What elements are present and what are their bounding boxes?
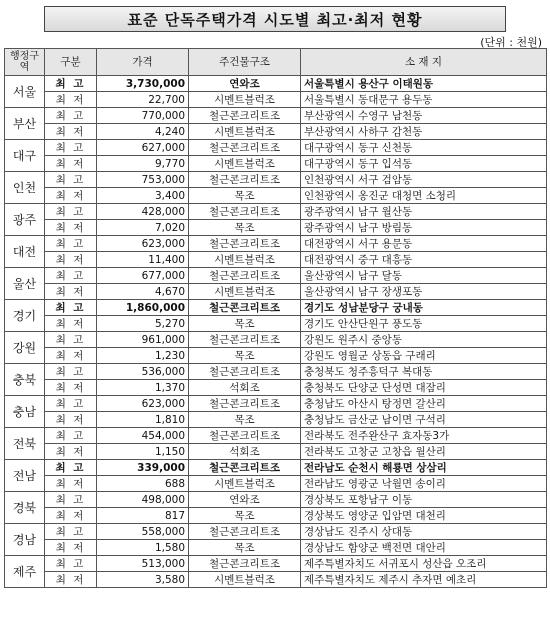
- price-cell: 7,020: [97, 220, 189, 236]
- location-cell: 충청남도 금산군 남이면 구석리: [301, 412, 547, 428]
- region-cell: 경북: [5, 492, 45, 524]
- table-row: [5, 476, 547, 492]
- structure-cell: 철근콘크리트조: [189, 268, 301, 284]
- type-cell: 최 저: [45, 124, 97, 140]
- structure-cell: 목조: [189, 316, 301, 332]
- location-cell: 부산광역시 수영구 남천동: [301, 108, 547, 124]
- unit-label: (단위 : 천원): [480, 36, 542, 49]
- price-cell: 1,370: [97, 380, 189, 396]
- structure-cell: 연와조: [189, 76, 301, 92]
- price-cell: 11,400: [97, 252, 189, 268]
- type-cell: 최 고: [45, 172, 97, 188]
- location-cell: 경상남도 진주시 상대동: [301, 524, 547, 540]
- table-row: [5, 172, 547, 188]
- region-cell: 충북: [5, 364, 45, 396]
- structure-cell: 철근콘크리트조: [189, 236, 301, 252]
- type-cell: 최 고: [45, 556, 97, 572]
- structure-cell: 철근콘크리트조: [189, 556, 301, 572]
- price-cell: 688: [97, 476, 189, 492]
- structure-cell: 연와조: [189, 492, 301, 508]
- table-row: [5, 572, 547, 588]
- type-cell: 최 고: [45, 76, 97, 92]
- structure-cell: 시멘트블럭조: [189, 252, 301, 268]
- table-row: [5, 556, 547, 572]
- type-cell: 최 고: [45, 204, 97, 220]
- table-row: [5, 540, 547, 556]
- region-cell: 대전: [5, 236, 45, 268]
- structure-cell: 철근콘크리트조: [189, 300, 301, 316]
- location-cell: 인천광역시 옹진군 대청면 소청리: [301, 188, 547, 204]
- structure-cell: 철근콘크리트조: [189, 428, 301, 444]
- location-cell: 전라북도 전주완산구 효자동3가: [301, 428, 547, 444]
- price-cell: 1,580: [97, 540, 189, 556]
- table-row: [5, 396, 547, 412]
- location-cell: 대전광역시 서구 용문동: [301, 236, 547, 252]
- location-cell: 광주광역시 남구 월산동: [301, 204, 547, 220]
- price-cell: 4,240: [97, 124, 189, 140]
- type-cell: 최 고: [45, 140, 97, 156]
- region-cell: 인천: [5, 172, 45, 204]
- table-row: [5, 188, 547, 204]
- structure-cell: 철근콘크리트조: [189, 364, 301, 380]
- table-row: [5, 492, 547, 508]
- location-cell: 강원도 영월군 상동읍 구래리: [301, 348, 547, 364]
- price-cell: 753,000: [97, 172, 189, 188]
- structure-cell: 석회조: [189, 444, 301, 460]
- price-cell: 4,670: [97, 284, 189, 300]
- table-row: [5, 412, 547, 428]
- location-cell: 대구광역시 동구 입석동: [301, 156, 547, 172]
- table-row: [5, 140, 547, 156]
- region-cell: 충남: [5, 396, 45, 428]
- location-cell: 대구광역시 동구 신천동: [301, 140, 547, 156]
- region-cell: 제주: [5, 556, 45, 588]
- type-cell: 최 저: [45, 412, 97, 428]
- price-table: [4, 48, 547, 588]
- structure-cell: 철근콘크리트조: [189, 140, 301, 156]
- type-cell: 최 저: [45, 380, 97, 396]
- table-row: [5, 92, 547, 108]
- price-cell: 22,700: [97, 92, 189, 108]
- price-cell: 513,000: [97, 556, 189, 572]
- region-cell: 서울: [5, 76, 45, 108]
- type-cell: 최 저: [45, 476, 97, 492]
- title-text: 표준 단독주택가격 시도별 최고·최저 현황: [127, 10, 423, 29]
- location-cell: 울산광역시 남구 달동: [301, 268, 547, 284]
- table-row: [5, 316, 547, 332]
- location-cell: 인천광역시 서구 검암동: [301, 172, 547, 188]
- structure-cell: 시멘트블럭조: [189, 124, 301, 140]
- table-row: [5, 76, 547, 92]
- header-region: 행정구역: [5, 49, 45, 76]
- region-cell: 울산: [5, 268, 45, 300]
- type-cell: 최 고: [45, 460, 97, 476]
- structure-cell: 시멘트블럭조: [189, 476, 301, 492]
- location-cell: 경상남도 함양군 백전면 대안리: [301, 540, 547, 556]
- region-cell: 광주: [5, 204, 45, 236]
- price-cell: 623,000: [97, 396, 189, 412]
- table-row: [5, 284, 547, 300]
- location-cell: 경기도 성남분당구 궁내동: [301, 300, 547, 316]
- type-cell: 최 저: [45, 252, 97, 268]
- table-row: [5, 156, 547, 172]
- structure-cell: 목조: [189, 220, 301, 236]
- price-cell: 428,000: [97, 204, 189, 220]
- table-header-row: [5, 49, 547, 76]
- table-row: [5, 508, 547, 524]
- location-cell: 서울특별시 동대문구 용두동: [301, 92, 547, 108]
- price-cell: 498,000: [97, 492, 189, 508]
- location-cell: 충청남도 아산시 탕정면 갈산리: [301, 396, 547, 412]
- price-cell: 3,580: [97, 572, 189, 588]
- table-row: [5, 220, 547, 236]
- type-cell: 최 저: [45, 540, 97, 556]
- structure-cell: 석회조: [189, 380, 301, 396]
- type-cell: 최 저: [45, 92, 97, 108]
- structure-cell: 철근콘크리트조: [189, 108, 301, 124]
- region-cell: 경남: [5, 524, 45, 556]
- location-cell: 강원도 원주시 중앙동: [301, 332, 547, 348]
- structure-cell: 목조: [189, 540, 301, 556]
- type-cell: 최 고: [45, 300, 97, 316]
- table-row: [5, 444, 547, 460]
- region-cell: 강원: [5, 332, 45, 364]
- location-cell: 경상북도 포항남구 이동: [301, 492, 547, 508]
- structure-cell: 철근콘크리트조: [189, 460, 301, 476]
- location-cell: 충청북도 단양군 단성면 대잠리: [301, 380, 547, 396]
- price-cell: 1,860,000: [97, 300, 189, 316]
- type-cell: 최 고: [45, 268, 97, 284]
- table-row: [5, 348, 547, 364]
- price-cell: 3,730,000: [97, 76, 189, 92]
- price-cell: 623,000: [97, 236, 189, 252]
- price-cell: 9,770: [97, 156, 189, 172]
- price-cell: 1,810: [97, 412, 189, 428]
- type-cell: 최 저: [45, 284, 97, 300]
- type-cell: 최 저: [45, 156, 97, 172]
- type-cell: 최 저: [45, 188, 97, 204]
- header-type: 구분: [45, 49, 97, 76]
- table-row: [5, 524, 547, 540]
- type-cell: 최 저: [45, 444, 97, 460]
- price-cell: 627,000: [97, 140, 189, 156]
- structure-cell: 목조: [189, 188, 301, 204]
- structure-cell: 목조: [189, 348, 301, 364]
- price-cell: 454,000: [97, 428, 189, 444]
- location-cell: 제주특별자치도 서귀포시 성산읍 오조리: [301, 556, 547, 572]
- structure-cell: 시멘트블럭조: [189, 572, 301, 588]
- price-cell: 1,230: [97, 348, 189, 364]
- structure-cell: 목조: [189, 508, 301, 524]
- table-row: [5, 108, 547, 124]
- location-cell: 울산광역시 남구 장생포동: [301, 284, 547, 300]
- table-row: [5, 124, 547, 140]
- location-cell: 경상북도 영양군 입암면 대천리: [301, 508, 547, 524]
- location-cell: 부산광역시 사하구 감천동: [301, 124, 547, 140]
- table-row: [5, 380, 547, 396]
- type-cell: 최 고: [45, 364, 97, 380]
- structure-cell: 철근콘크리트조: [189, 204, 301, 220]
- type-cell: 최 저: [45, 316, 97, 332]
- header-location: 소 재 지: [301, 49, 547, 76]
- location-cell: 광주광역시 남구 방림동: [301, 220, 547, 236]
- table-row: [5, 252, 547, 268]
- region-cell: 부산: [5, 108, 45, 140]
- structure-cell: 철근콘크리트조: [189, 332, 301, 348]
- table-row: [5, 332, 547, 348]
- region-cell: 대구: [5, 140, 45, 172]
- structure-cell: 철근콘크리트조: [189, 396, 301, 412]
- type-cell: 최 고: [45, 332, 97, 348]
- price-cell: 770,000: [97, 108, 189, 124]
- page-title: [44, 6, 506, 32]
- location-cell: 전라남도 영광군 낙월면 송이리: [301, 476, 547, 492]
- price-cell: 677,000: [97, 268, 189, 284]
- type-cell: 최 고: [45, 236, 97, 252]
- type-cell: 최 고: [45, 492, 97, 508]
- type-cell: 최 저: [45, 572, 97, 588]
- table-row: [5, 236, 547, 252]
- type-cell: 최 저: [45, 220, 97, 236]
- location-cell: 전라북도 고창군 고창읍 월산리: [301, 444, 547, 460]
- type-cell: 최 고: [45, 524, 97, 540]
- price-cell: 339,000: [97, 460, 189, 476]
- location-cell: 경기도 안산단원구 풍도동: [301, 316, 547, 332]
- table-row: [5, 428, 547, 444]
- header-structure: 주건물구조: [189, 49, 301, 76]
- region-cell: 경기: [5, 300, 45, 332]
- type-cell: 최 고: [45, 108, 97, 124]
- type-cell: 최 저: [45, 508, 97, 524]
- location-cell: 충청북도 청주흥덕구 복대동: [301, 364, 547, 380]
- structure-cell: 목조: [189, 412, 301, 428]
- type-cell: 최 고: [45, 428, 97, 444]
- table-row: [5, 300, 547, 316]
- location-cell: 대전광역시 중구 대흥동: [301, 252, 547, 268]
- structure-cell: 시멘트블럭조: [189, 284, 301, 300]
- price-cell: 5,270: [97, 316, 189, 332]
- structure-cell: 철근콘크리트조: [189, 172, 301, 188]
- structure-cell: 시멘트블럭조: [189, 92, 301, 108]
- location-cell: 전라남도 순천시 해룡면 상삼리: [301, 460, 547, 476]
- location-cell: 제주특별자치도 제주시 추자면 예초리: [301, 572, 547, 588]
- structure-cell: 시멘트블럭조: [189, 156, 301, 172]
- header-price: 가격: [97, 49, 189, 76]
- table-row: [5, 460, 547, 476]
- price-cell: 3,400: [97, 188, 189, 204]
- location-cell: 서울특별시 용산구 이태원동: [301, 76, 547, 92]
- price-cell: 558,000: [97, 524, 189, 540]
- table-row: [5, 268, 547, 284]
- table-body: [5, 76, 547, 588]
- type-cell: 최 저: [45, 348, 97, 364]
- price-cell: 1,150: [97, 444, 189, 460]
- structure-cell: 철근콘크리트조: [189, 524, 301, 540]
- region-cell: 전남: [5, 460, 45, 492]
- type-cell: 최 고: [45, 396, 97, 412]
- region-cell: 전북: [5, 428, 45, 460]
- price-cell: 817: [97, 508, 189, 524]
- table-row: [5, 204, 547, 220]
- price-cell: 536,000: [97, 364, 189, 380]
- price-cell: 961,000: [97, 332, 189, 348]
- table-row: [5, 364, 547, 380]
